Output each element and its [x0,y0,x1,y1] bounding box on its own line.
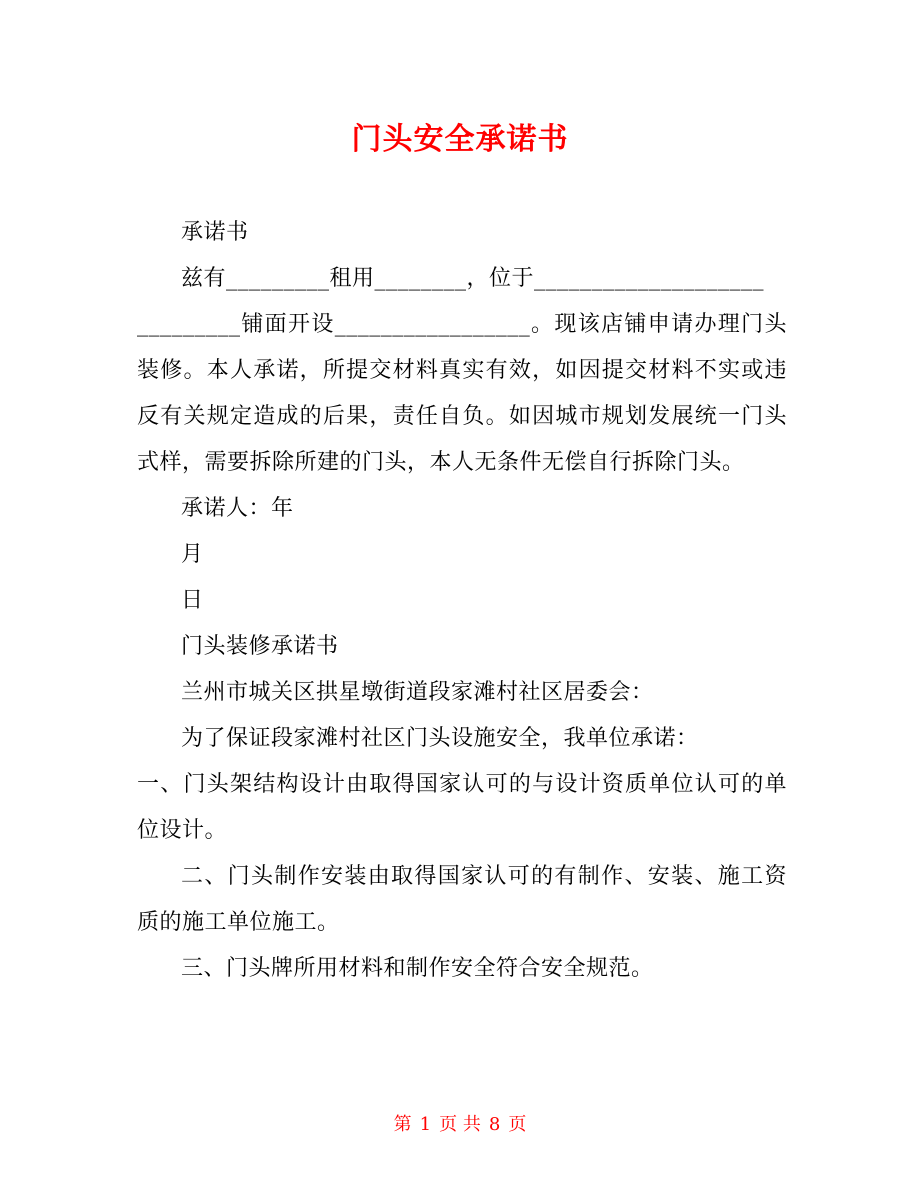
paragraph-item-3: 三、门头牌所用材料和制作安全符合安全规范。 [181,956,654,981]
paragraph-intro: 为了保证段家滩村社区门头设施安全，我单位承诺： [181,726,699,751]
paragraph-item-1: 一、门头架结构设计由取得国家认可的与设计资质单位认可的单位设计。 [137,772,787,843]
page-footer [0,1113,920,1137]
paragraph-heading-commitment: 承诺书 [181,220,249,245]
paragraph-day: 日 [181,588,204,613]
paragraph-month: 月 [181,542,204,567]
paragraph-addressee: 兰州市城关区拱星墩街道段家滩村社区居委会： [181,680,654,705]
paragraph-commitment-body: _________铺面开设_________________。现该店铺申请办理门头装修。本人承诺，所提交材料真实有效，如因提交材料不实或违反有关规定造成的后果，责任自负。如因城市规划发展统一门头式样，需要拆除所建的门头，本人无条件无偿自行拆除门头。 [137,312,787,475]
footer-prefix: 第 [393,1114,412,1135]
paragraph-section-title: 门头装修承诺书 [181,634,339,659]
paragraph-signer-year: 承诺人：年 [181,496,294,521]
document-body [137,210,787,992]
document-title: 门头安全承诺书 [351,122,569,157]
footer-page-number: 1 [419,1114,432,1135]
footer-total-pages: 8 [488,1114,501,1135]
paragraph-item-2: 二、门头制作安装由取得国家认可的有制作、安装、施工资质的施工单位施工。 [137,864,787,935]
paragraph-tenant-line: 兹有_________租用________，位于____________________ [181,266,765,291]
footer-suffix: 页 [508,1114,527,1135]
footer-middle: 页 共 [439,1114,481,1135]
